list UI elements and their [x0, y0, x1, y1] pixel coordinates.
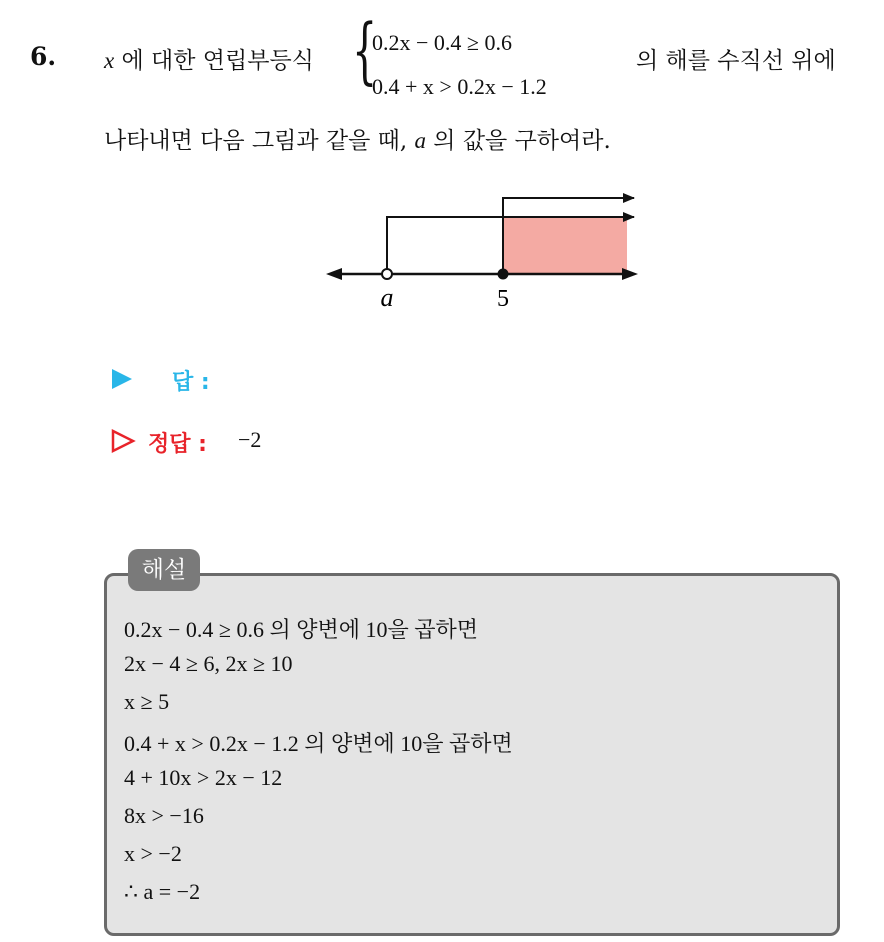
variable-a: a	[414, 128, 426, 153]
correct-answer-triangle-icon	[110, 428, 136, 454]
variable-x: x	[104, 48, 115, 73]
open-point-a	[382, 269, 392, 279]
number-line-figure	[0, 0, 884, 330]
question-line2-prefix: 나타내면 다음 그림과 같을 때,	[104, 128, 415, 154]
solution-tag: 해설	[128, 549, 200, 591]
solution-line-4: 0.4 + x > 0.2x − 1.2 의 양변에 10을 곱하면	[124, 731, 513, 756]
solution-line-7: x > −2	[124, 841, 182, 866]
solution-line-1: 0.2x − 0.4 ≥ 0.6 의 양변에 10을 곱하면	[124, 617, 478, 642]
solution-line-3: x ≥ 5	[124, 689, 170, 714]
label-5: 5	[497, 286, 509, 312]
solution-shading	[503, 217, 627, 274]
solution-line-2: 2x − 4 ≥ 6, 2x ≥ 10	[124, 651, 293, 676]
question-line2-suffix: 의 값을 구하여라.	[425, 128, 611, 154]
system-brace: {	[352, 8, 378, 92]
question-line1-text: 에 대한 연립부등식	[114, 48, 314, 74]
answer-label: 답 :	[172, 370, 210, 395]
solution-line-8: ∴ a = −2	[124, 879, 201, 904]
question-line1-suffix: 의 해를 수직선 위에	[636, 48, 836, 74]
label-a: a	[380, 283, 394, 312]
answer-triangle-icon	[110, 367, 134, 391]
system-inequality-1: 0.2x − 0.4 ≥ 0.6	[372, 30, 512, 55]
closed-point-5	[498, 269, 509, 280]
question-number: 6.	[30, 42, 57, 71]
system-inequality-2: 0.4 + x > 0.2x − 1.2	[372, 74, 547, 99]
correct-answer-label: 정답 :	[148, 432, 207, 457]
left-arrow-head	[326, 268, 342, 280]
solution-line-5: 4 + 10x > 2x − 12	[124, 765, 283, 790]
right-arrow-head	[622, 268, 638, 280]
correct-answer-value: −2	[238, 427, 262, 452]
solution-line-6: 8x > −16	[124, 803, 204, 828]
